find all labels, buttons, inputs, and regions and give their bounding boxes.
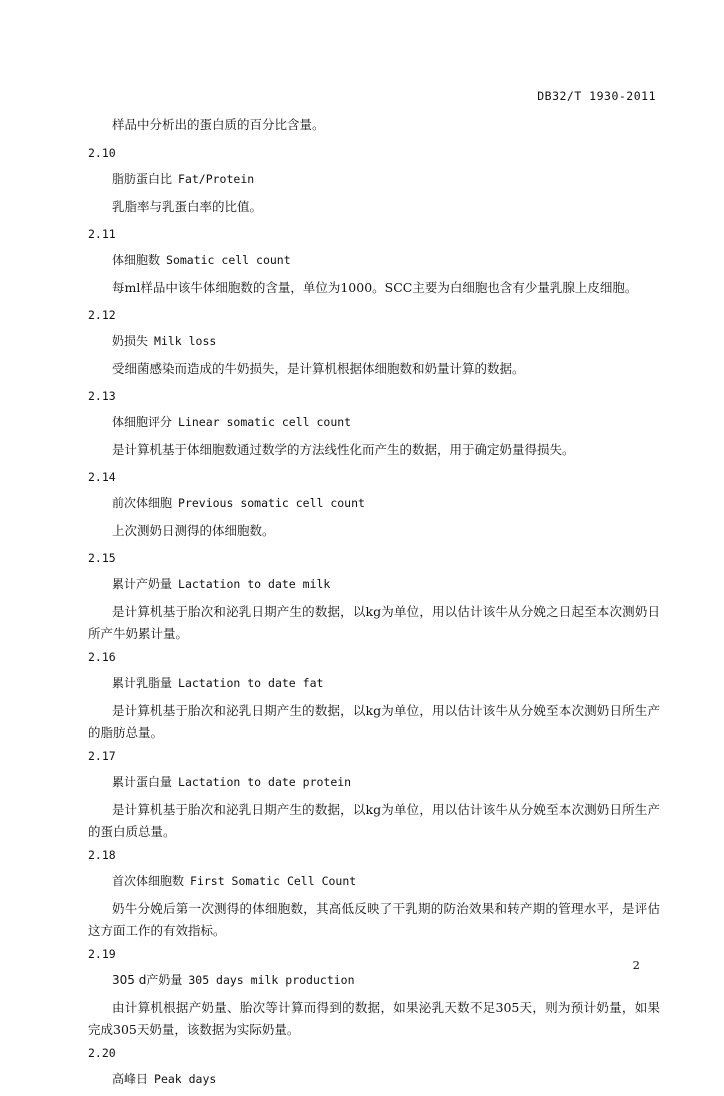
term-chinese: 前次体细胞	[112, 496, 173, 510]
term-entry	[88, 469, 660, 542]
term-heading	[112, 972, 660, 989]
term-heading	[112, 774, 660, 791]
term-chinese: 脂肪蛋白比	[112, 172, 173, 186]
term-chinese: 累计蛋白量	[112, 775, 173, 789]
term-heading	[112, 1071, 660, 1088]
term-chinese: 累计乳脂量	[112, 676, 173, 690]
term-english: Lactation to date fat	[178, 676, 324, 690]
clause-number: 2.11	[88, 227, 116, 241]
term-english: Somatic cell count	[166, 253, 291, 267]
term-entry	[88, 649, 660, 744]
term-definition: 奶牛分娩后第一次测得的体细胞数，其高低反映了干乳期的防治效果和转产期的管理水平，是评估这方面工作的有效指标。	[88, 901, 660, 938]
term-heading	[112, 873, 660, 890]
term-heading	[112, 171, 660, 188]
term-entry	[88, 847, 660, 942]
term-definition: 是计算机基于体细胞数通过数学的方法线性化而产生的数据，用于确定奶量得损失。	[112, 442, 575, 457]
term-definition: 上次测奶日测得的体细胞数。	[112, 523, 275, 538]
term-definition: 每ml样品中该牛体细胞数的含量，单位为1000。SCC主要为白细胞也含有少量乳腺上皮细胞。	[112, 280, 638, 295]
term-entry	[88, 550, 660, 645]
term-definition: 是计算机基于胎次和泌乳日期产生的数据，以kg为单位，用以估计该牛从分娩至本次测奶日所生产的脂肪总量。	[88, 703, 660, 740]
clause-number: 2.16	[88, 650, 116, 664]
standard-code: DB32/T 1930-2011	[537, 89, 656, 103]
term-heading	[112, 414, 660, 431]
term-english: Lactation to date milk	[178, 577, 331, 591]
term-chinese: 首次体细胞数	[112, 874, 185, 888]
term-definition: 由计算机根据产奶量、胎次等计算而得到的数据，如果泌乳天数不足305天，则为预计奶量，如果完成305天奶量，该数据为实际奶量。	[88, 1000, 660, 1037]
clause-number: 2.10	[88, 146, 116, 160]
clause-number: 2.19	[88, 947, 116, 961]
term-english: Linear somatic cell count	[178, 415, 352, 429]
term-heading	[112, 576, 660, 593]
term-english: Previous somatic cell count	[178, 496, 365, 510]
page-number: 2	[632, 958, 640, 972]
term-heading	[112, 675, 660, 692]
term-heading	[112, 495, 660, 512]
term-chinese: 高峰日	[112, 1072, 149, 1086]
term-definition: 是计算机基于胎次和泌乳日期产生的数据，以kg为单位，用以估计该牛从分娩至本次测奶日所生产的蛋白质总量。	[88, 802, 660, 839]
term-chinese: 305 d产奶量	[112, 973, 183, 987]
term-entry	[88, 1045, 660, 1088]
term-english: Peak days	[154, 1072, 217, 1086]
clause-number: 2.14	[88, 470, 116, 484]
term-entry	[88, 145, 660, 218]
clause-number: 2.12	[88, 308, 116, 322]
clause-number: 2.15	[88, 551, 116, 565]
term-english: Milk loss	[154, 334, 217, 348]
term-chinese: 奶损失	[112, 334, 149, 348]
term-entry	[88, 388, 660, 461]
intro-paragraph: 样品中分析出的蛋白质的百分比含量。	[112, 117, 325, 132]
term-definition: 受细菌感染而造成的牛奶损失，是计算机根据体细胞数和奶量计算的数据。	[112, 361, 525, 376]
clause-number: 2.13	[88, 389, 116, 403]
term-heading	[112, 333, 660, 350]
clause-number: 2.18	[88, 848, 116, 862]
term-heading	[112, 252, 660, 269]
term-entry	[88, 748, 660, 843]
term-chinese: 累计产奶量	[112, 577, 173, 591]
term-english: Lactation to date protein	[178, 775, 352, 789]
term-chinese: 体细胞评分	[112, 415, 173, 429]
term-english: 305 days milk production	[188, 973, 355, 987]
term-definition: 是计算机基于胎次和泌乳日期产生的数据，以kg为单位，用以估计该牛从分娩之日起至本次测奶日所产牛奶累计量。	[88, 604, 660, 641]
term-entry	[88, 307, 660, 380]
document-body	[88, 116, 660, 1096]
term-entry	[88, 946, 660, 1041]
clause-number: 2.20	[88, 1046, 116, 1060]
term-english: First Somatic Cell Count	[190, 874, 357, 888]
term-definition: 乳脂率与乳蛋白率的比值。	[112, 199, 263, 214]
term-english: Fat/Protein	[178, 172, 255, 186]
clause-number: 2.17	[88, 749, 116, 763]
term-chinese: 体细胞数	[112, 253, 161, 267]
term-entry	[88, 226, 660, 299]
